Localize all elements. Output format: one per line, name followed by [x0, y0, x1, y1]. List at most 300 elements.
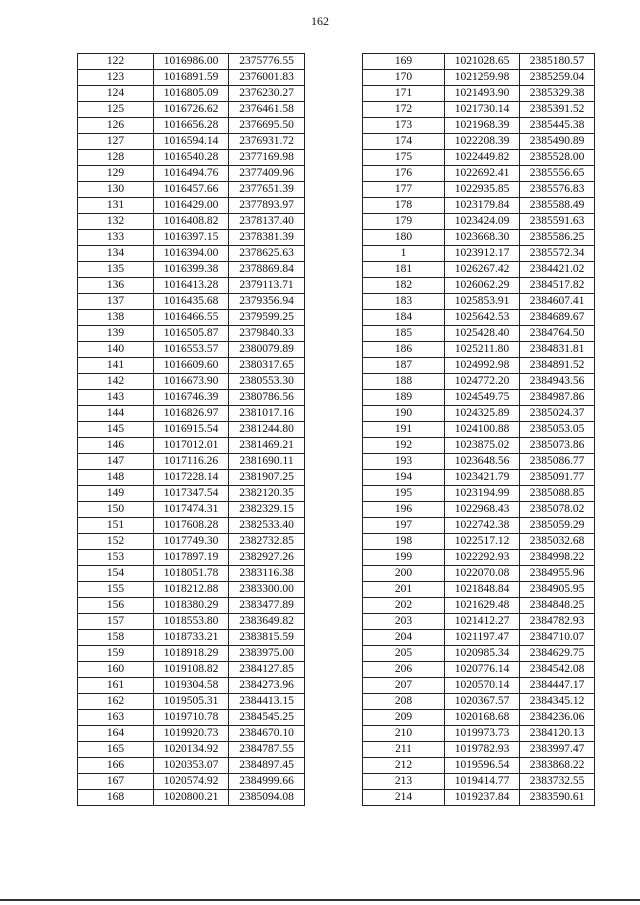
x-coordinate-cell: 1019505.31 — [154, 694, 229, 710]
y-coordinate-cell: 2378869.84 — [229, 262, 305, 278]
point-number-cell: 169 — [363, 54, 445, 70]
y-coordinate-cell: 2384831.81 — [520, 342, 595, 358]
y-coordinate-cell: 2379599.25 — [229, 310, 305, 326]
x-coordinate-cell: 1021493.90 — [445, 86, 520, 102]
y-coordinate-cell: 2379113.71 — [229, 278, 305, 294]
table-row — [363, 630, 595, 646]
point-number-cell: 199 — [363, 550, 445, 566]
y-coordinate-cell: 2385591.63 — [520, 214, 595, 230]
table-row — [363, 790, 595, 806]
y-coordinate-cell: 2381907.25 — [229, 470, 305, 486]
x-coordinate-cell: 1016457.66 — [154, 182, 229, 198]
y-coordinate-cell: 2384998.22 — [520, 550, 595, 566]
x-coordinate-cell: 1020800.21 — [154, 790, 229, 806]
y-coordinate-cell: 2380553.30 — [229, 374, 305, 390]
table-row — [78, 678, 305, 694]
x-coordinate-cell: 1017228.14 — [154, 470, 229, 486]
y-coordinate-cell: 2384273.96 — [229, 678, 305, 694]
x-coordinate-cell: 1016609.60 — [154, 358, 229, 374]
x-coordinate-cell: 1025642.53 — [445, 310, 520, 326]
table-row — [78, 310, 305, 326]
point-number-cell: 127 — [78, 134, 154, 150]
table-row — [363, 118, 595, 134]
point-number-cell: 173 — [363, 118, 445, 134]
point-number-cell: 203 — [363, 614, 445, 630]
x-coordinate-cell: 1024325.89 — [445, 406, 520, 422]
table-row — [363, 678, 595, 694]
y-coordinate-cell: 2384670.10 — [229, 726, 305, 742]
y-coordinate-cell: 2384999.66 — [229, 774, 305, 790]
x-coordinate-cell: 1017347.54 — [154, 486, 229, 502]
y-coordinate-cell: 2385490.89 — [520, 134, 595, 150]
y-coordinate-cell: 2384447.17 — [520, 678, 595, 694]
point-number-cell: 161 — [78, 678, 154, 694]
table-row — [78, 598, 305, 614]
x-coordinate-cell: 1025428.40 — [445, 326, 520, 342]
table-row — [363, 518, 595, 534]
y-coordinate-cell: 2382927.26 — [229, 550, 305, 566]
table-row — [363, 646, 595, 662]
point-number-cell: 122 — [78, 54, 154, 70]
x-coordinate-cell: 1018051.78 — [154, 566, 229, 582]
x-coordinate-cell: 1020985.34 — [445, 646, 520, 662]
point-number-cell: 200 — [363, 566, 445, 582]
y-coordinate-cell: 2383868.22 — [520, 758, 595, 774]
x-coordinate-cell: 1023179.84 — [445, 198, 520, 214]
y-coordinate-cell: 2384236.06 — [520, 710, 595, 726]
table-row — [363, 742, 595, 758]
table-row — [363, 726, 595, 742]
y-coordinate-cell: 2385032.68 — [520, 534, 595, 550]
x-coordinate-cell: 1020574.92 — [154, 774, 229, 790]
x-coordinate-cell: 1021028.65 — [445, 54, 520, 70]
y-coordinate-cell: 2381690.11 — [229, 454, 305, 470]
table-row — [78, 278, 305, 294]
x-coordinate-cell: 1016746.39 — [154, 390, 229, 406]
x-coordinate-cell: 1021629.48 — [445, 598, 520, 614]
table-row — [363, 758, 595, 774]
point-number-cell: 155 — [78, 582, 154, 598]
y-coordinate-cell: 2383815.59 — [229, 630, 305, 646]
x-coordinate-cell: 1022292.93 — [445, 550, 520, 566]
y-coordinate-cell: 2385586.25 — [520, 230, 595, 246]
point-number-cell: 208 — [363, 694, 445, 710]
table-row — [78, 326, 305, 342]
y-coordinate-cell: 2384897.45 — [229, 758, 305, 774]
table-row — [363, 550, 595, 566]
y-coordinate-cell: 2377409.96 — [229, 166, 305, 182]
table-row — [363, 502, 595, 518]
y-coordinate-cell: 2384545.25 — [229, 710, 305, 726]
y-coordinate-cell: 2385073.86 — [520, 438, 595, 454]
y-coordinate-cell: 2384782.93 — [520, 614, 595, 630]
page-number: 162 — [311, 14, 329, 28]
table-row — [363, 694, 595, 710]
table-row — [78, 358, 305, 374]
point-number-cell: 137 — [78, 294, 154, 310]
y-coordinate-cell: 2383477.89 — [229, 598, 305, 614]
y-coordinate-cell: 2383649.82 — [229, 614, 305, 630]
y-coordinate-cell: 2379840.33 — [229, 326, 305, 342]
x-coordinate-cell: 1016413.28 — [154, 278, 229, 294]
point-number-cell: 160 — [78, 662, 154, 678]
point-number-cell: 193 — [363, 454, 445, 470]
point-number-cell: 185 — [363, 326, 445, 342]
table-row — [363, 342, 595, 358]
point-number-cell: 147 — [78, 454, 154, 470]
table-row — [78, 406, 305, 422]
y-coordinate-cell: 2385078.02 — [520, 502, 595, 518]
table-row — [78, 198, 305, 214]
x-coordinate-cell: 1022517.12 — [445, 534, 520, 550]
y-coordinate-cell: 2385576.83 — [520, 182, 595, 198]
table-row — [363, 326, 595, 342]
table-row — [78, 134, 305, 150]
y-coordinate-cell: 2378381.39 — [229, 230, 305, 246]
y-coordinate-cell: 2384710.07 — [520, 630, 595, 646]
point-number-cell: 138 — [78, 310, 154, 326]
x-coordinate-cell: 1016394.00 — [154, 246, 229, 262]
table-row — [78, 118, 305, 134]
bottom-rule — [0, 899, 640, 901]
x-coordinate-cell: 1016594.14 — [154, 134, 229, 150]
point-number-cell: 178 — [363, 198, 445, 214]
point-number-cell: 123 — [78, 70, 154, 86]
point-number-cell: 140 — [78, 342, 154, 358]
point-number-cell: 168 — [78, 790, 154, 806]
point-number-cell: 187 — [363, 358, 445, 374]
table-row — [363, 454, 595, 470]
y-coordinate-cell: 2383590.61 — [520, 790, 595, 806]
point-number-cell: 150 — [78, 502, 154, 518]
x-coordinate-cell: 1016429.00 — [154, 198, 229, 214]
y-coordinate-cell: 2385259.04 — [520, 70, 595, 86]
table-row — [78, 614, 305, 630]
point-number-cell: 162 — [78, 694, 154, 710]
point-number-cell: 182 — [363, 278, 445, 294]
x-coordinate-cell: 1025211.80 — [445, 342, 520, 358]
point-number-cell: 133 — [78, 230, 154, 246]
table-row — [78, 662, 305, 678]
table-row — [78, 246, 305, 262]
table-row — [78, 774, 305, 790]
table-row — [363, 534, 595, 550]
point-number-cell: 141 — [78, 358, 154, 374]
table-row — [78, 166, 305, 182]
point-number-cell: 212 — [363, 758, 445, 774]
x-coordinate-cell: 1022692.41 — [445, 166, 520, 182]
y-coordinate-cell: 2384542.08 — [520, 662, 595, 678]
table-row — [78, 582, 305, 598]
table-row — [78, 342, 305, 358]
table-row — [78, 742, 305, 758]
table-row — [78, 438, 305, 454]
table-row — [363, 182, 595, 198]
table-row — [363, 406, 595, 422]
coordinates-table-left — [77, 53, 305, 806]
y-coordinate-cell: 2383975.00 — [229, 646, 305, 662]
x-coordinate-cell: 1016986.00 — [154, 54, 229, 70]
y-coordinate-cell: 2381469.21 — [229, 438, 305, 454]
y-coordinate-cell: 2377169.98 — [229, 150, 305, 166]
point-number-cell: 174 — [363, 134, 445, 150]
point-number-cell: 176 — [363, 166, 445, 182]
table-row — [363, 70, 595, 86]
point-number-cell: 166 — [78, 758, 154, 774]
y-coordinate-cell: 2380786.56 — [229, 390, 305, 406]
point-number-cell: 186 — [363, 342, 445, 358]
point-number-cell: 165 — [78, 742, 154, 758]
x-coordinate-cell: 1019414.77 — [445, 774, 520, 790]
point-number-cell: 167 — [78, 774, 154, 790]
x-coordinate-cell: 1026267.42 — [445, 262, 520, 278]
y-coordinate-cell: 2385086.77 — [520, 454, 595, 470]
point-number-cell: 170 — [363, 70, 445, 86]
x-coordinate-cell: 1017474.31 — [154, 502, 229, 518]
point-number-cell: 183 — [363, 294, 445, 310]
table-row — [363, 438, 595, 454]
point-number-cell: 195 — [363, 486, 445, 502]
table-row — [363, 278, 595, 294]
point-number-cell: 146 — [78, 438, 154, 454]
point-number-cell: 179 — [363, 214, 445, 230]
table-row — [363, 774, 595, 790]
point-number-cell: 205 — [363, 646, 445, 662]
point-number-cell: 153 — [78, 550, 154, 566]
point-number-cell: 175 — [363, 150, 445, 166]
y-coordinate-cell: 2385329.38 — [520, 86, 595, 102]
point-number-cell: 204 — [363, 630, 445, 646]
x-coordinate-cell: 1016673.90 — [154, 374, 229, 390]
x-coordinate-cell: 1016915.54 — [154, 422, 229, 438]
y-coordinate-cell: 2375776.55 — [229, 54, 305, 70]
x-coordinate-cell: 1021848.84 — [445, 582, 520, 598]
table-row — [363, 294, 595, 310]
point-number-cell: 130 — [78, 182, 154, 198]
table-row — [363, 422, 595, 438]
x-coordinate-cell: 1022935.85 — [445, 182, 520, 198]
table-row — [363, 54, 595, 70]
x-coordinate-cell: 1016656.28 — [154, 118, 229, 134]
table-row — [78, 102, 305, 118]
point-number-cell: 143 — [78, 390, 154, 406]
table-row — [363, 102, 595, 118]
table-row — [363, 246, 595, 262]
y-coordinate-cell: 2383732.55 — [520, 774, 595, 790]
x-coordinate-cell: 1023421.79 — [445, 470, 520, 486]
y-coordinate-cell: 2385059.29 — [520, 518, 595, 534]
point-number-cell: 202 — [363, 598, 445, 614]
y-coordinate-cell: 2385024.37 — [520, 406, 595, 422]
y-coordinate-cell: 2385391.52 — [520, 102, 595, 118]
y-coordinate-cell: 2376461.58 — [229, 102, 305, 118]
x-coordinate-cell: 1019710.78 — [154, 710, 229, 726]
x-coordinate-cell: 1022208.39 — [445, 134, 520, 150]
y-coordinate-cell: 2385091.77 — [520, 470, 595, 486]
y-coordinate-cell: 2382120.35 — [229, 486, 305, 502]
y-coordinate-cell: 2385588.49 — [520, 198, 595, 214]
point-number-cell: 144 — [78, 406, 154, 422]
x-coordinate-cell: 1023668.30 — [445, 230, 520, 246]
x-coordinate-cell: 1018918.29 — [154, 646, 229, 662]
x-coordinate-cell: 1016399.38 — [154, 262, 229, 278]
y-coordinate-cell: 2382732.85 — [229, 534, 305, 550]
table-row — [363, 310, 595, 326]
table-row — [78, 390, 305, 406]
table-row — [363, 134, 595, 150]
x-coordinate-cell: 1020168.68 — [445, 710, 520, 726]
point-number-cell: 157 — [78, 614, 154, 630]
table-row — [363, 470, 595, 486]
point-number-cell: 124 — [78, 86, 154, 102]
y-coordinate-cell: 2384987.86 — [520, 390, 595, 406]
point-number-cell: 131 — [78, 198, 154, 214]
table-row — [363, 582, 595, 598]
y-coordinate-cell: 2380079.89 — [229, 342, 305, 358]
table-row — [78, 550, 305, 566]
table-row — [78, 262, 305, 278]
x-coordinate-cell: 1023912.17 — [445, 246, 520, 262]
y-coordinate-cell: 2378137.40 — [229, 214, 305, 230]
point-number-cell: 132 — [78, 214, 154, 230]
x-coordinate-cell: 1016553.57 — [154, 342, 229, 358]
y-coordinate-cell: 2376931.72 — [229, 134, 305, 150]
point-number-cell: 154 — [78, 566, 154, 582]
table-row — [78, 150, 305, 166]
point-number-cell: 184 — [363, 310, 445, 326]
x-coordinate-cell: 1019920.73 — [154, 726, 229, 742]
point-number-cell: 213 — [363, 774, 445, 790]
x-coordinate-cell: 1019304.58 — [154, 678, 229, 694]
x-coordinate-cell: 1017608.28 — [154, 518, 229, 534]
x-coordinate-cell: 1018380.29 — [154, 598, 229, 614]
x-coordinate-cell: 1021259.98 — [445, 70, 520, 86]
point-number-cell: 177 — [363, 182, 445, 198]
x-coordinate-cell: 1016397.15 — [154, 230, 229, 246]
x-coordinate-cell: 1024992.98 — [445, 358, 520, 374]
table-row — [78, 422, 305, 438]
y-coordinate-cell: 2383300.00 — [229, 582, 305, 598]
x-coordinate-cell: 1020353.07 — [154, 758, 229, 774]
table-row — [78, 726, 305, 742]
point-number-cell: 211 — [363, 742, 445, 758]
x-coordinate-cell: 1016826.97 — [154, 406, 229, 422]
table-row — [363, 358, 595, 374]
table-row — [363, 214, 595, 230]
x-coordinate-cell: 1025853.91 — [445, 294, 520, 310]
y-coordinate-cell: 2381244.80 — [229, 422, 305, 438]
x-coordinate-cell: 1026062.29 — [445, 278, 520, 294]
table-row — [78, 758, 305, 774]
x-coordinate-cell: 1020134.92 — [154, 742, 229, 758]
table-row — [78, 230, 305, 246]
y-coordinate-cell: 2384891.52 — [520, 358, 595, 374]
x-coordinate-cell: 1023648.56 — [445, 454, 520, 470]
table-row — [78, 518, 305, 534]
point-number-cell: 145 — [78, 422, 154, 438]
x-coordinate-cell: 1021968.39 — [445, 118, 520, 134]
table-body-left — [78, 54, 305, 806]
point-number-cell: 196 — [363, 502, 445, 518]
y-coordinate-cell: 2384689.67 — [520, 310, 595, 326]
x-coordinate-cell: 1022968.43 — [445, 502, 520, 518]
y-coordinate-cell: 2385572.34 — [520, 246, 595, 262]
y-coordinate-cell: 2384120.13 — [520, 726, 595, 742]
y-coordinate-cell: 2376695.50 — [229, 118, 305, 134]
point-number-cell: 172 — [363, 102, 445, 118]
table-row — [363, 166, 595, 182]
y-coordinate-cell: 2385088.85 — [520, 486, 595, 502]
x-coordinate-cell: 1023875.02 — [445, 438, 520, 454]
y-coordinate-cell: 2385528.00 — [520, 150, 595, 166]
point-number-cell: 159 — [78, 646, 154, 662]
point-number-cell: 180 — [363, 230, 445, 246]
point-number-cell: 1 — [363, 246, 445, 262]
y-coordinate-cell: 2379356.94 — [229, 294, 305, 310]
x-coordinate-cell: 1018212.88 — [154, 582, 229, 598]
x-coordinate-cell: 1022070.08 — [445, 566, 520, 582]
table-row — [78, 630, 305, 646]
y-coordinate-cell: 2384764.50 — [520, 326, 595, 342]
y-coordinate-cell: 2385445.38 — [520, 118, 595, 134]
x-coordinate-cell: 1018733.21 — [154, 630, 229, 646]
y-coordinate-cell: 2384848.25 — [520, 598, 595, 614]
table-row — [363, 566, 595, 582]
x-coordinate-cell: 1016505.87 — [154, 326, 229, 342]
table-row — [78, 54, 305, 70]
x-coordinate-cell: 1024772.20 — [445, 374, 520, 390]
table-row — [78, 86, 305, 102]
table-row — [363, 390, 595, 406]
y-coordinate-cell: 2384517.82 — [520, 278, 595, 294]
y-coordinate-cell: 2378625.63 — [229, 246, 305, 262]
table-row — [78, 214, 305, 230]
table-row — [363, 614, 595, 630]
y-coordinate-cell: 2384955.96 — [520, 566, 595, 582]
y-coordinate-cell: 2384345.12 — [520, 694, 595, 710]
point-number-cell: 139 — [78, 326, 154, 342]
x-coordinate-cell: 1021197.47 — [445, 630, 520, 646]
table-row — [363, 150, 595, 166]
table-row — [363, 486, 595, 502]
table-body-right — [363, 54, 595, 806]
point-number-cell: 149 — [78, 486, 154, 502]
point-number-cell: 191 — [363, 422, 445, 438]
y-coordinate-cell: 2385094.08 — [229, 790, 305, 806]
x-coordinate-cell: 1017749.30 — [154, 534, 229, 550]
point-number-cell: 209 — [363, 710, 445, 726]
y-coordinate-cell: 2380317.65 — [229, 358, 305, 374]
y-coordinate-cell: 2385053.05 — [520, 422, 595, 438]
x-coordinate-cell: 1024549.75 — [445, 390, 520, 406]
x-coordinate-cell: 1020776.14 — [445, 662, 520, 678]
point-number-cell: 197 — [363, 518, 445, 534]
x-coordinate-cell: 1017116.26 — [154, 454, 229, 470]
x-coordinate-cell: 1023194.99 — [445, 486, 520, 502]
y-coordinate-cell: 2384421.02 — [520, 262, 595, 278]
x-coordinate-cell: 1016494.76 — [154, 166, 229, 182]
x-coordinate-cell: 1019782.93 — [445, 742, 520, 758]
x-coordinate-cell: 1016408.82 — [154, 214, 229, 230]
x-coordinate-cell: 1019237.84 — [445, 790, 520, 806]
point-number-cell: 194 — [363, 470, 445, 486]
table-row — [78, 790, 305, 806]
point-number-cell: 210 — [363, 726, 445, 742]
x-coordinate-cell: 1024100.88 — [445, 422, 520, 438]
point-number-cell: 171 — [363, 86, 445, 102]
x-coordinate-cell: 1016435.68 — [154, 294, 229, 310]
y-coordinate-cell: 2376230.27 — [229, 86, 305, 102]
